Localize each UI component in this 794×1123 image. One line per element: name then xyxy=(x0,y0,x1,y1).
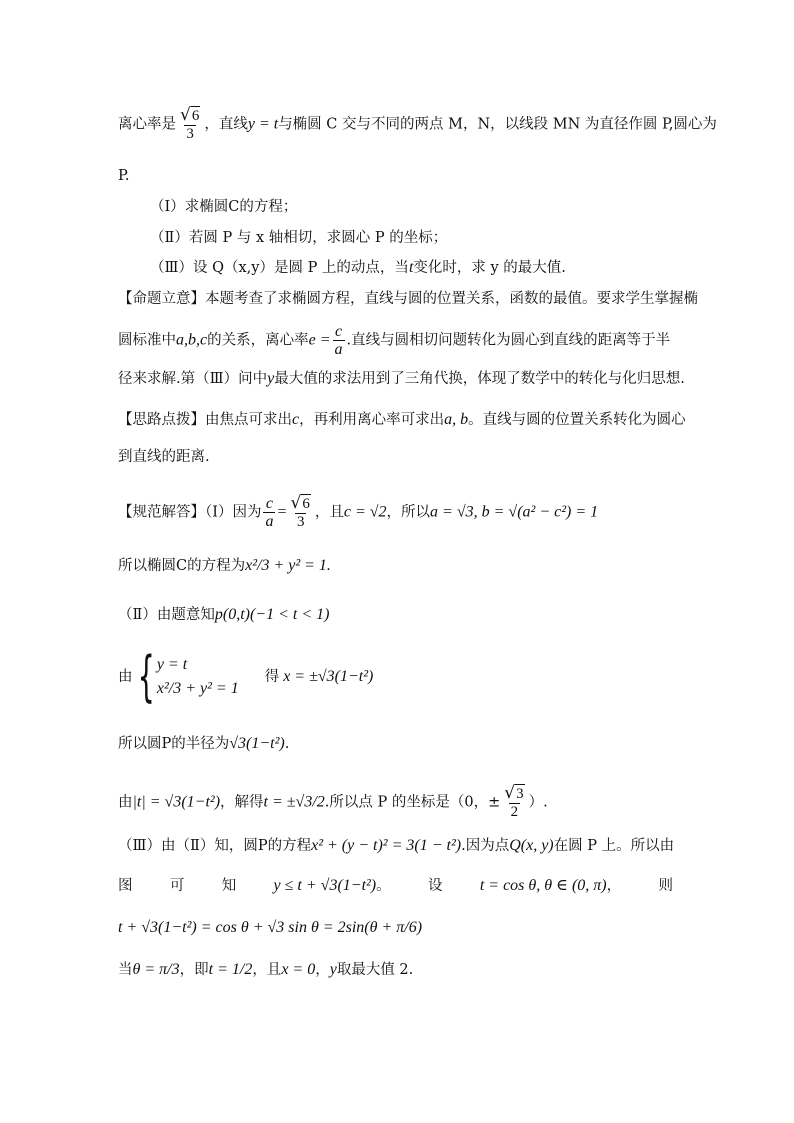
question-1: （Ⅰ）求椭圆C的方程； xyxy=(150,199,298,215)
eccentricity-definition: $\frac{c}{a}$ xyxy=(334,323,343,358)
idea-line-1: 【思路点拨】由焦点可求出c，再利用离心率可求出a, b。直线与圆的位置关系转化为圆心 xyxy=(118,411,686,428)
equation-system: 由 { y = t x²/3 + y² = 1 得 x = ±√3(1−t²) xyxy=(118,645,374,708)
text: 离心率是 xyxy=(118,116,176,133)
ellipse-equation-line: 所以椭圆C的方程为x²/3 + y² = 1. xyxy=(118,557,331,574)
tangent-line: 由|t| = √3(1−t²)，解得t = ±√3/2.所以点 P 的坐标是（0，± √ 3 2 ）. xyxy=(118,783,548,820)
intent-line-1: 【命题立意】本题考查了求椭圆方程，直线与圆的位置关系，函数的最值。要求学生掌握椭 xyxy=(118,291,698,307)
part3-line-1: （Ⅲ）由（Ⅱ）知，圆P的方程x² + (y − t)² = 3(1 − t²).因为点Q(x, y)在圆 P 上。所以由 xyxy=(118,837,675,854)
part2-line-1: （Ⅱ）由题意知p(0,t)(−1 < t < 1) xyxy=(118,606,330,623)
problem-line-1: 离心率是 √ 6 3 ，直线y = t与椭圆 C 交与不同的两点 M，N，以线段 MN 为直径作圆 P,圆心为 xyxy=(118,105,717,142)
line-equation: y = t xyxy=(247,115,279,133)
question-3: （Ⅲ）设 Q（x,y）是圆 P 上的动点，当t变化时，求 y 的最大值. xyxy=(150,259,566,276)
eccentricity-fraction: √ 6 3 xyxy=(180,105,200,142)
intent-line-2: 圆标准中a,b,c的关系，离心率e = $\frac{c}{a}$ .直线与圆相切问题转化为圆心到直线的距离等于半 xyxy=(118,323,671,358)
part3-line-2: 图 可 知 y ≤ t + √3(1−t²)。 设 t = cos θ, θ ∈ (0, π)， 则 xyxy=(118,877,673,894)
question-2: （Ⅱ）若圆 P 与 x 轴相切，求圆心 P 的坐标； xyxy=(150,230,448,246)
intent-line-3: 径来求解.第（Ⅲ）问中y最大值的求法用到了三角代换，体现了数学中的转化与化归思想. xyxy=(118,370,685,387)
brace-glyph: { xyxy=(137,645,155,708)
solution-line-1: 【规范解答】（Ⅰ）因为 $\frac{c}{a}$ = √ 6 3 ，且c = √2，所以a = √3, b = √(a² − c²) = 1 xyxy=(118,493,599,530)
radius-line: 所以圆P的半径为√3(1−t²). xyxy=(118,735,290,752)
part3-line-4: 当θ = π/3，即t = 1/2，且x = 0，y取最大值 2. xyxy=(118,961,414,978)
system-line xyxy=(118,645,374,708)
problem-line-2: P. xyxy=(118,168,130,184)
idea-line-2: 到直线的距离. xyxy=(118,449,210,465)
part3-line-3: t + √3(1−t²) = cos θ + √3 sin θ = 2sin(θ + π/6) xyxy=(118,919,423,936)
